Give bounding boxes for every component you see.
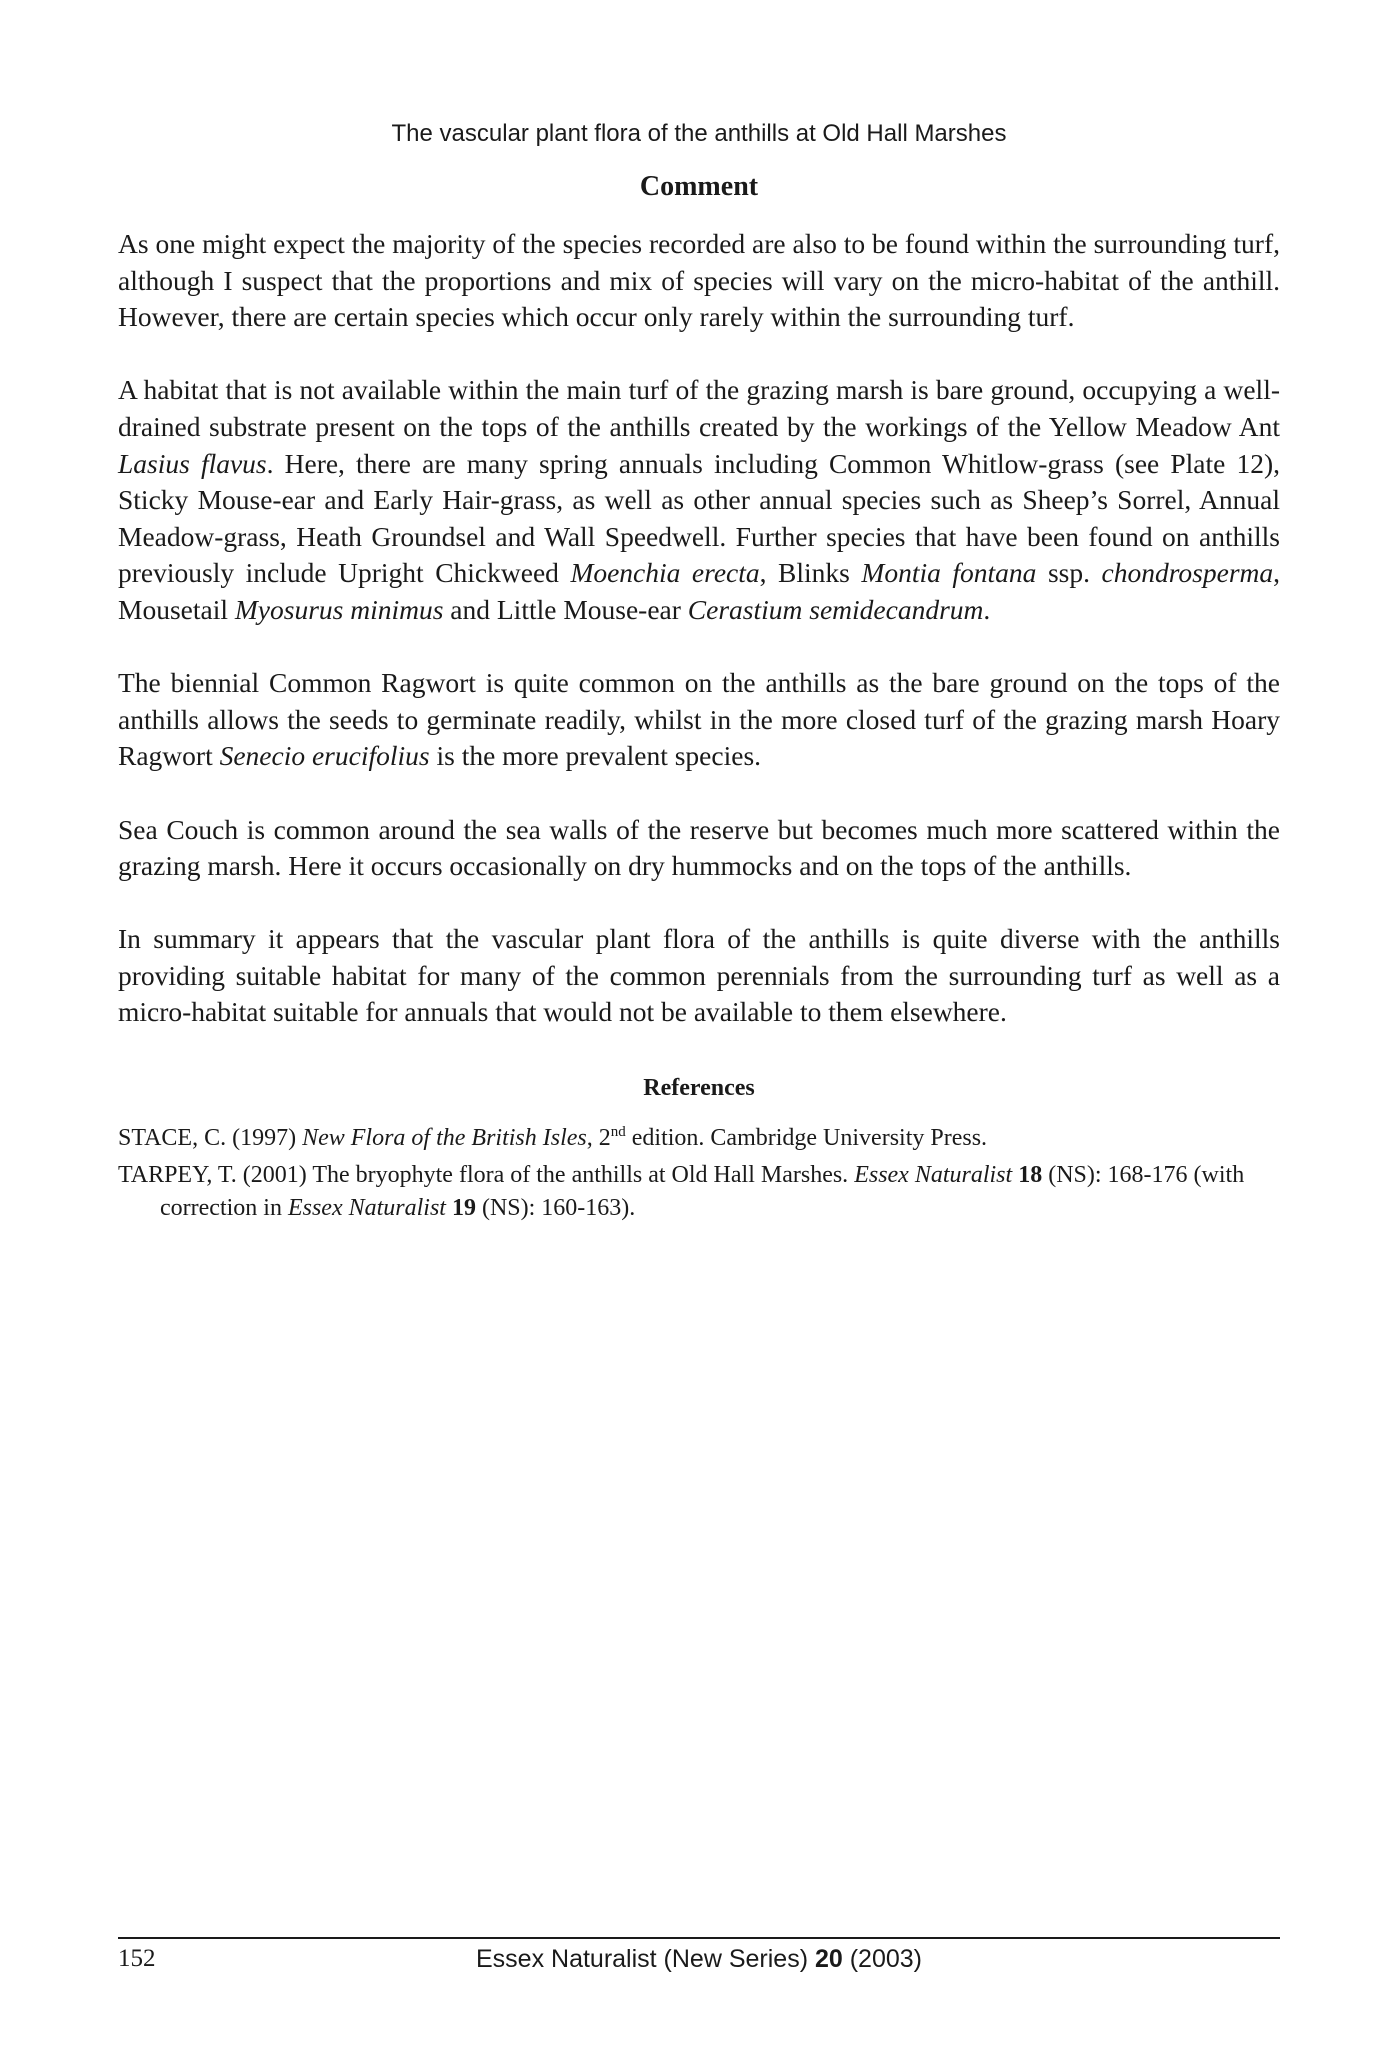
paragraph-1: As one might expect the majority of the species recorded are also to be found within the surrounding turf, although I suspect that the proportions and mix of species will vary on the micro-habitat of the anthill. However, there are certain species which occur only rarely within the surrounding turf. bbox=[118, 228, 1280, 333]
reference-authors: STACE, C. (1997) bbox=[118, 1125, 303, 1151]
reference-item bbox=[118, 1159, 1280, 1225]
references-list bbox=[118, 1122, 1280, 1229]
species-name: Montia fontana bbox=[861, 557, 1037, 589]
journal-name: Essex Naturalist (New Series) bbox=[475, 1945, 815, 1973]
subspecies-name: chondrosperma bbox=[1101, 557, 1274, 589]
reference-item bbox=[118, 1122, 1280, 1155]
text-run: edition. Cambridge University Press. bbox=[625, 1125, 988, 1151]
journal-year: (2003) bbox=[842, 1945, 922, 1973]
journal-volume: 18 bbox=[1018, 1162, 1043, 1188]
text-run: , Mousetail bbox=[118, 557, 1281, 625]
comment-heading: Comment bbox=[639, 171, 759, 202]
running-header: The vascular plant flora of the anthills at Old Hall Marshes bbox=[391, 120, 1007, 147]
document-page bbox=[118, 0, 1280, 2067]
reference-title: New Flora of the British Isles bbox=[302, 1125, 587, 1151]
comment-body bbox=[118, 226, 1280, 1068]
text-run: , 2 bbox=[586, 1125, 611, 1151]
journal-volume: 20 bbox=[814, 1945, 843, 1973]
species-name: Lasius flavus bbox=[118, 447, 267, 479]
species-name: Myosurus minimus bbox=[234, 593, 444, 625]
journal-volume: 19 bbox=[451, 1195, 476, 1221]
text-run: ssp. bbox=[1036, 557, 1102, 589]
species-name: Senecio erucifolius bbox=[219, 740, 430, 772]
paragraph-5: In summary it appears that the vascular plant flora of the anthills is quite diverse with the anthills providing suitable habitat for many of the common perennials from the surrounding turf as well as a micro-habitat suitable for annuals that would not be available to them elsewhere. bbox=[118, 923, 1280, 1028]
species-name: Cerastium semidecandrum bbox=[687, 593, 984, 625]
page-number: 152 bbox=[118, 1945, 156, 1972]
ordinal-suffix: nd bbox=[610, 1124, 626, 1140]
reference-authors: TARPEY, T. (2001) The bryophyte flora of the anthills at Old Hall Marshes. bbox=[118, 1162, 855, 1188]
journal-name: Essex Naturalist bbox=[287, 1195, 446, 1221]
text-run: (NS): 168-176 (with correction in bbox=[160, 1162, 1245, 1221]
journal-name: Essex Naturalist bbox=[854, 1162, 1013, 1188]
text-run: and Little Mouse-ear bbox=[443, 593, 688, 625]
text-run: is the more prevalent species. bbox=[429, 740, 762, 772]
text-run: . bbox=[983, 593, 991, 625]
paragraph-4: Sea Couch is common around the sea walls of the reserve but becomes much more scattered within the grazing marsh. Here it occurs occasionally on dry hummocks and on the tops of the anthills. bbox=[118, 813, 1280, 882]
references-heading: References bbox=[643, 1075, 755, 1101]
text-run: . Here, there are many spring annuals including Common Whitlow-grass (see Plate 12), Sticky Mouse-ear and Early Hair-grass, as well as other annual species such as Sheep’s Sorrel, Annual Meadow-grass, Heath Groundsel and Wall Speedwell. Further species that have been found on anthills previously include Upright Chickweed bbox=[118, 447, 1280, 589]
text-run: , Blinks bbox=[759, 557, 862, 589]
text-run: (NS): 160-163). bbox=[475, 1195, 636, 1221]
species-name: Moenchia erecta bbox=[570, 557, 760, 589]
text-run: A habitat that is not available within the main turf of the grazing marsh is bare ground, occupying a well-drained substrate present on the tops of the anthills created by the workings of the Yellow Meadow Ant bbox=[118, 374, 1280, 442]
paragraph-2 bbox=[118, 372, 1280, 628]
footer-rule bbox=[118, 1937, 1280, 1939]
journal-footer bbox=[118, 1945, 1280, 1974]
paragraph-3 bbox=[118, 665, 1280, 775]
text-run: The biennial Common Ragwort is quite common on the anthills as the bare ground on the tops of the anthills allows the seeds to germinate readily, whilst in the more closed turf of the grazing marsh Hoary Ragwort bbox=[118, 667, 1280, 772]
